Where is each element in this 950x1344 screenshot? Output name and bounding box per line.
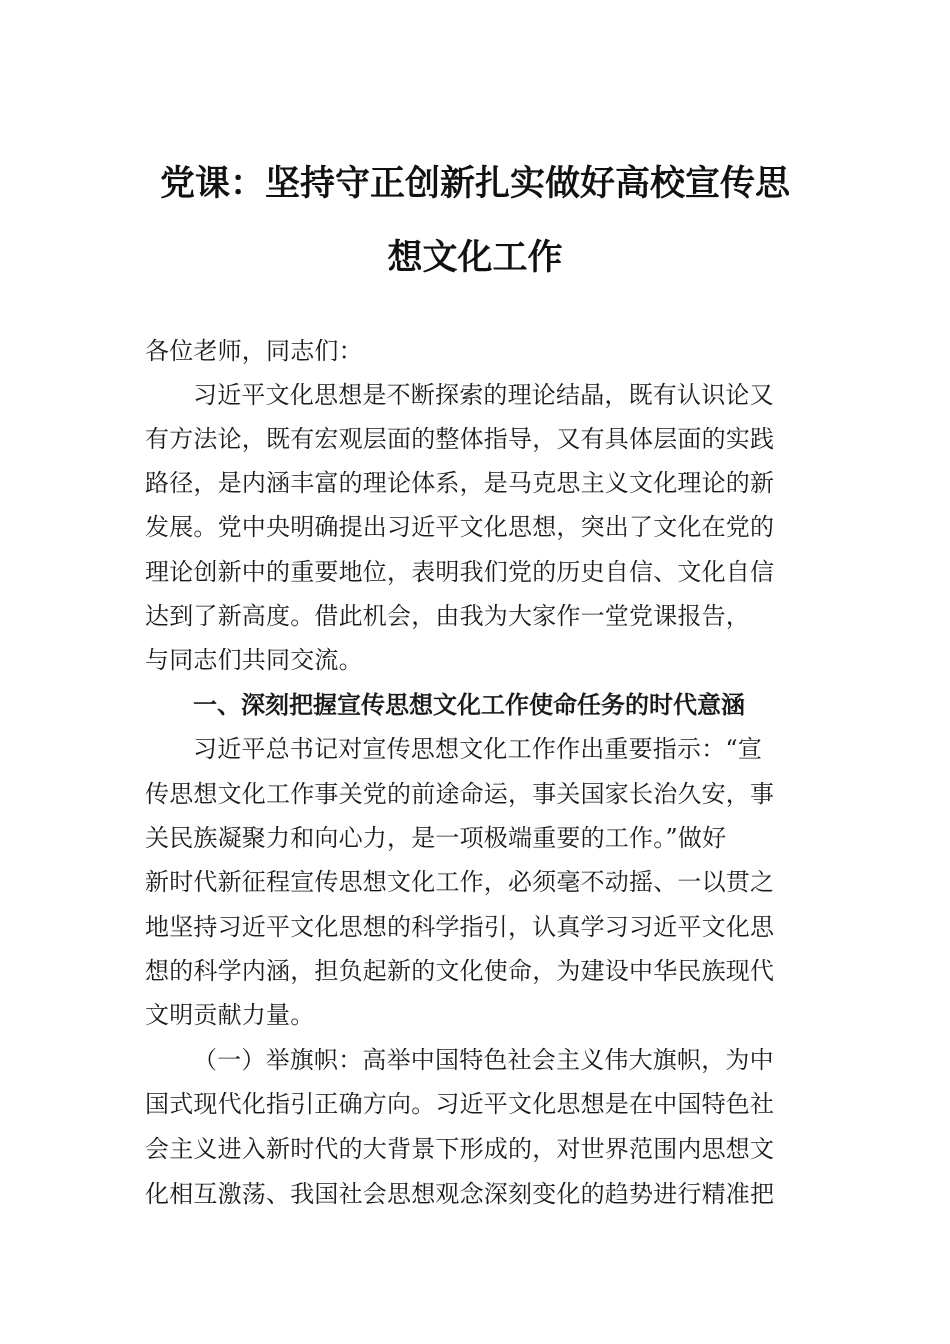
paragraph-1-line: 理论创新中的重要地位，表明我们党的历史自信、文化自信 <box>145 558 775 586</box>
paragraph-1-line: 路径，是内涵丰富的理论体系，是马克思主义文化理论的新 <box>145 469 775 497</box>
paragraph-2-line: 地坚持习近平文化思想的科学指引，认真学习习近平文化思 <box>145 913 775 941</box>
paragraph-2-line: 想的科学内涵，担负起新的文化使命，为建设中华民族现代 <box>145 957 775 985</box>
paragraph-1-line: 与同志们共同交流。 <box>145 646 363 674</box>
paragraph-2-line: 传思想文化工作事关党的前途命运，事关国家长治久安，事 <box>145 780 775 808</box>
document-title-line-1: 党课：坚持守正创新扎实做好高校宣传思 <box>159 164 790 204</box>
paragraph-3-line: 会主义进入新时代的大背景下形成的，对世界范围内思想文 <box>145 1135 775 1163</box>
paragraph-1-line: 发展。党中央明确提出习近平文化思想，突出了文化在党的 <box>145 513 775 541</box>
section-1-heading: 一、深刻把握宣传思想文化工作使命任务的时代意涵 <box>193 691 745 719</box>
paragraph-2-line: 新时代新征程宣传思想文化工作，必须毫不动摇、一以贯之 <box>145 868 775 896</box>
paragraph-2-line: 关民族凝聚力和向心力，是一项极端重要的工作。”做好 <box>145 824 727 852</box>
paragraph-2-line: 文明贡献力量。 <box>145 1001 315 1029</box>
paragraph-1-line: 有方法论，既有宏观层面的整体指导，又有具体层面的实践 <box>145 425 775 453</box>
paragraph-3-line: （一）举旗帜：高举中国特色社会主义伟大旗帜，为中 <box>193 1046 774 1074</box>
paragraph-1-line: 习近平文化思想是不断探索的理论结晶，既有认识论又 <box>193 381 774 409</box>
document-title-line-2: 想文化工作 <box>387 238 563 278</box>
paragraph-1-line: 达到了新高度。借此机会，由我为大家作一堂党课报告， <box>145 602 750 630</box>
paragraph-3-line: 国式现代化指引正确方向。习近平文化思想是在中国特色社 <box>145 1090 775 1118</box>
paragraph-3-line: 化相互激荡、我国社会思想观念深刻变化的趋势进行精准把 <box>145 1180 775 1208</box>
paragraph-2-line: 习近平总书记对宣传思想文化工作作出重要指示：“宣 <box>193 735 763 763</box>
salutation: 各位老师，同志们： <box>145 337 363 365</box>
